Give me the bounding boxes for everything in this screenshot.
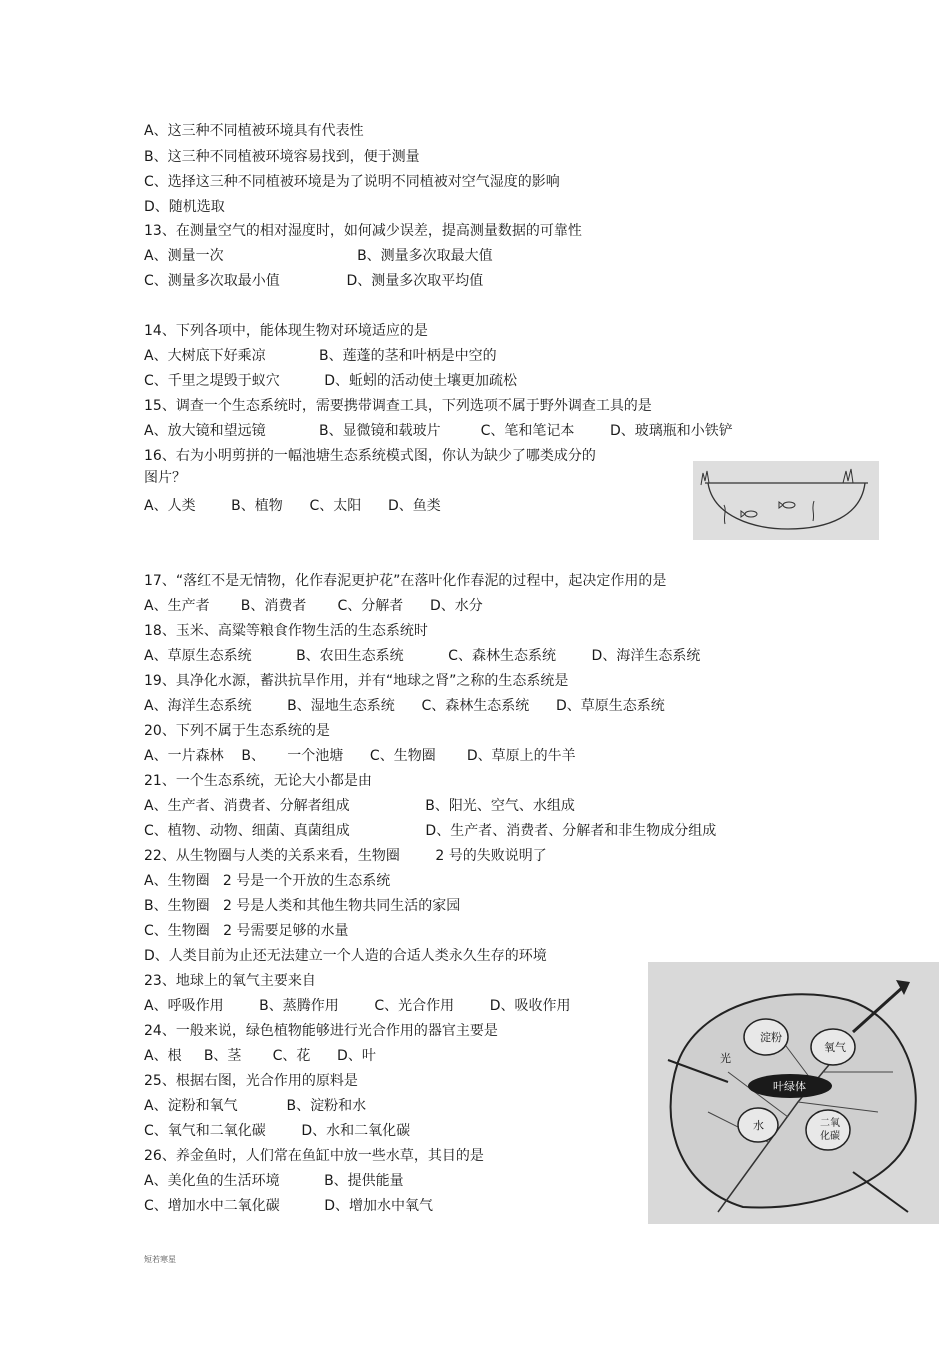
text-line: 17、“落红不是无情物，化作春泥更护花”在落叶化作春泥的过程中，起决定作用的是 bbox=[144, 573, 667, 589]
text-line: 14、下列各项中，能体现生物对环境适应的是 bbox=[144, 323, 428, 339]
text-line: A、生产者 B、消费者 C、分解者 D、水分 bbox=[144, 598, 483, 614]
text-line: A、测量一次 B、测量多次取最大值 bbox=[144, 248, 493, 264]
text-line: A、一片森林 B、 一个池塘 C、生物圈 D、草原上的牛羊 bbox=[144, 748, 576, 764]
pond-sketch bbox=[693, 461, 879, 540]
oxygen-label: 氧气 bbox=[824, 1041, 846, 1054]
co2-label-line2: 化碳 bbox=[820, 1131, 840, 1142]
text-line: A、海洋生态系统 B、湿地生态系统 C、森林生态系统 D、草原生态系统 bbox=[144, 698, 665, 714]
text-line: D、人类目前为止还无法建立一个人造的合适人类永久生存的环境 bbox=[144, 948, 547, 964]
text-line: A、这三种不同植被环境具有代表性 bbox=[144, 123, 364, 139]
pond-ecosystem-image bbox=[693, 461, 879, 540]
light-label: 光 bbox=[720, 1052, 731, 1065]
text-line: 19、具净化水源，蓄洪抗旱作用，并有“地球之肾”之称的生态系统是 bbox=[144, 673, 569, 689]
starch-label: 淀粉 bbox=[760, 1031, 782, 1044]
text-line: 13、在测量空气的相对湿度时，如何减少误差，提高测量数据的可靠性 bbox=[144, 223, 582, 239]
text-line: C、选择这三种不同植被环境是为了说明不同植被对空气湿度的影响 bbox=[144, 174, 560, 190]
text-line: C、测量多次取最小值 D、测量多次取平均值 bbox=[144, 273, 484, 289]
text-line: C、增加水中二氧化碳 D、增加水中氧气 bbox=[144, 1198, 434, 1214]
text-line: C、千里之堤毁于蚁穴 D、蚯蚓的活动使土壤更加疏松 bbox=[144, 373, 518, 389]
text-line: D、随机选取 bbox=[144, 199, 225, 215]
text-line: A、生物圈 2 号是一个开放的生态系统 bbox=[144, 873, 391, 889]
text-line: A、生产者、消费者、分解者组成 B、阳光、空气、水组成 bbox=[144, 798, 575, 814]
text-line: C、生物圈 2 号需要足够的水量 bbox=[144, 923, 349, 939]
co2-label-line1: 二氧 bbox=[820, 1118, 840, 1129]
text-line: A、放大镜和望远镜 B、显微镜和载玻片 C、笔和笔记本 D、玻璃瓶和小铁铲 bbox=[144, 423, 733, 439]
text-line: B、生物圈 2 号是人类和其他生物共同生活的家园 bbox=[144, 898, 461, 914]
water-label: 水 bbox=[753, 1119, 764, 1132]
text-line: A、美化鱼的生活环境 B、提供能量 bbox=[144, 1173, 404, 1189]
text-line: 25、根据右图，光合作用的原料是 bbox=[144, 1073, 358, 1089]
text-line: B、这三种不同植被环境容易找到，便于测量 bbox=[144, 149, 420, 165]
text-line: 26、养金鱼时，人们常在鱼缸中放一些水草，其目的是 bbox=[144, 1148, 484, 1164]
text-line: 21、一个生态系统，无论大小都是由 bbox=[144, 773, 372, 789]
chlorophyll-label: 叶绿体 bbox=[773, 1080, 806, 1093]
text-line: 24、一般来说，绿色植物能够进行光合作用的器官主要是 bbox=[144, 1023, 498, 1039]
text-line: 16、右为小明剪拼的一幅池塘生态系统模式图，你认为缺少了哪类成分的 bbox=[144, 448, 596, 464]
text-line: A、大树底下好乘凉 B、莲蓬的茎和叶柄是中空的 bbox=[144, 348, 497, 364]
text-line: C、植物、动物、细菌、真菌组成 D、生产者、消费者、分解者和非生物成分组成 bbox=[144, 823, 717, 839]
text-line: A、淀粉和氧气 B、淀粉和水 bbox=[144, 1098, 367, 1114]
text-line: 23、地球上的氧气主要来自 bbox=[144, 973, 316, 989]
text-line: 20、下列不属于生态系统的是 bbox=[144, 723, 330, 739]
text-line: 15、调查一个生态系统时，需要携带调查工具，下列选项不属于野外调查工具的是 bbox=[144, 398, 652, 414]
text-line: A、人类 B、植物 C、太阳 D、鱼类 bbox=[144, 498, 441, 514]
text-line: 22、从生物圈与人类的关系来看，生物圈 2 号的失败说明了 bbox=[144, 848, 547, 864]
leaf-diagram bbox=[648, 962, 939, 1224]
text-line: 18、玉米、高粱等粮食作物生活的生态系统时 bbox=[144, 623, 428, 639]
text-line: C、氧气和二氧化碳 D、水和二氧化碳 bbox=[144, 1123, 411, 1139]
text-line: A、草原生态系统 B、农田生态系统 C、森林生态系统 D、海洋生态系统 bbox=[144, 648, 701, 664]
leaf-photosynthesis-image bbox=[648, 962, 939, 1224]
page-footer: 短若寒星 bbox=[144, 1255, 176, 1264]
text-line: A、根 B、茎 C、花 D、叶 bbox=[144, 1048, 376, 1064]
text-line: A、呼吸作用 B、蒸腾作用 C、光合作用 D、吸收作用 bbox=[144, 998, 571, 1014]
text-line: 图片？ bbox=[144, 470, 186, 486]
